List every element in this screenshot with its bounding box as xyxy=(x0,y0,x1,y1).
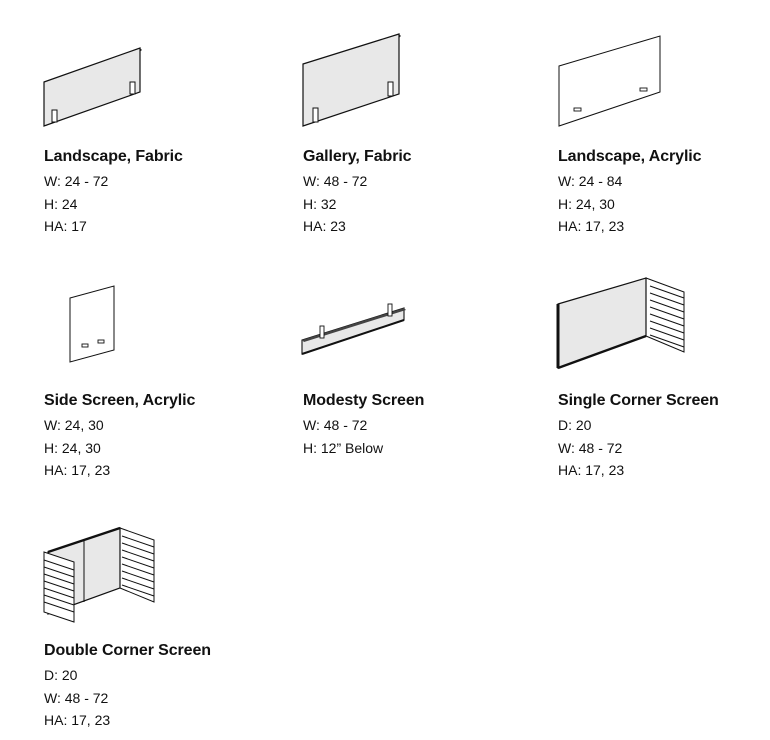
spec-height-above: HA: 17, 23 xyxy=(44,712,111,728)
double-corner-screen-icon xyxy=(40,522,158,626)
gallery-fabric-screen-icon xyxy=(300,32,406,130)
product-specs xyxy=(44,170,108,238)
landscape-fabric-screen-icon xyxy=(40,44,150,130)
product-title: Modesty Screen xyxy=(303,392,425,409)
product-title: Gallery, Fabric xyxy=(303,148,412,165)
product-specs xyxy=(558,170,624,238)
landscape-acrylic-screen-icon xyxy=(556,34,666,130)
spec-height-above: HA: 17, 23 xyxy=(558,462,625,478)
side-screen-acrylic-icon xyxy=(66,284,122,366)
spec-height: H: 12” Below xyxy=(303,439,384,456)
spec-height: H: 24 xyxy=(44,195,78,212)
spec-height-above: HA: 23 xyxy=(303,218,346,234)
product-specs xyxy=(303,170,367,238)
spec-width: W: 24 - 84 xyxy=(558,173,623,189)
spec-height: H: 32 xyxy=(303,195,337,212)
spec-height: H: 24, 30 xyxy=(558,195,615,212)
single-corner-screen-icon xyxy=(554,272,688,372)
product-title: Landscape, Acrylic xyxy=(558,148,702,165)
spec-height-above: HA: 17, 23 xyxy=(558,218,625,234)
spec-height: H: 24, 30 xyxy=(44,439,101,456)
spec-width: W: 24, 30 xyxy=(44,417,104,433)
spec-depth: D: 20 xyxy=(558,417,592,433)
product-specs xyxy=(44,664,110,732)
spec-height-above: HA: 17 xyxy=(44,218,87,234)
spec-width: W: 24 - 72 xyxy=(44,173,109,189)
product-specs xyxy=(303,414,383,459)
spec-depth: D: 20 xyxy=(44,667,78,683)
spec-width: W: 48 - 72 xyxy=(558,439,623,456)
spec-height-above: HA: 17, 23 xyxy=(44,462,111,478)
product-title: Landscape, Fabric xyxy=(44,148,183,165)
product-title: Double Corner Screen xyxy=(44,642,211,659)
spec-width: W: 48 - 72 xyxy=(303,173,368,189)
product-title: Single Corner Screen xyxy=(558,392,719,409)
modesty-screen-icon xyxy=(298,300,410,364)
product-specs xyxy=(44,414,110,482)
product-title: Side Screen, Acrylic xyxy=(44,392,196,409)
product-specs xyxy=(558,414,624,482)
spec-width: W: 48 - 72 xyxy=(303,417,368,433)
spec-width: W: 48 - 72 xyxy=(44,689,109,706)
